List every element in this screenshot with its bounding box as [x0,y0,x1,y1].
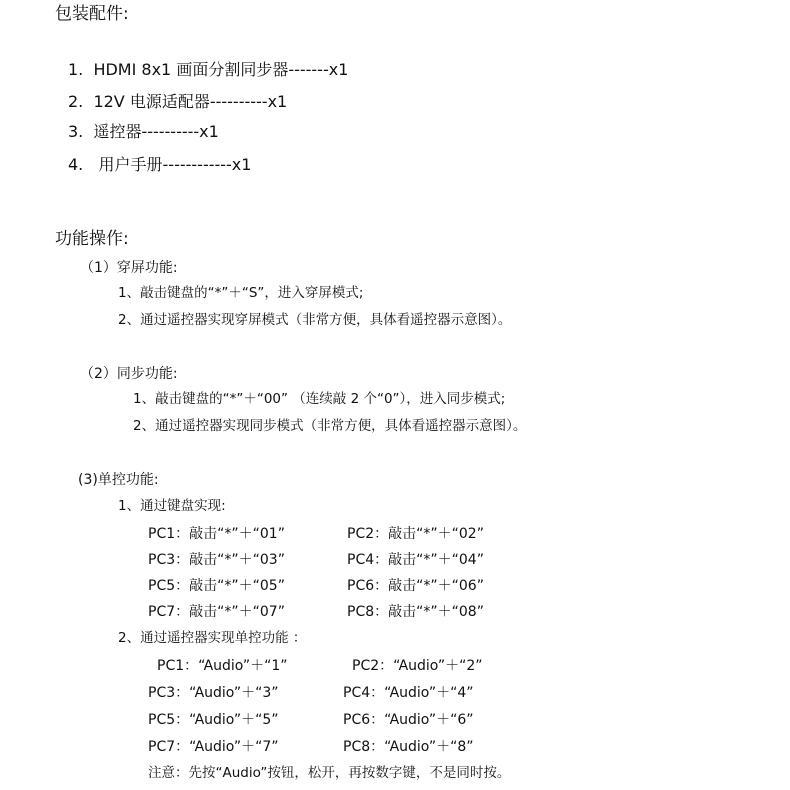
package-item-4: 4. 用户手册------------x1 [68,155,252,174]
remote-pc1: PC1：“Audio”＋“1” [157,658,288,674]
remote-title: 2、通过遥控器实现单控功能 ： [118,630,307,646]
keyboard-pc5: PC5：敲击“*”＋“05” [148,578,285,594]
single-title: (3)单控功能: [78,472,159,488]
remote-note: 注意：先按“Audio”按钮，松开，再按数字键，不是同时按。 [148,765,511,781]
package-item-2: 2. 12V 电源适配器----------x1 [68,92,288,111]
package-heading: 包装配件: [55,4,129,24]
remote-pc4: PC4：“Audio”＋“4” [343,685,474,701]
keyboard-pc2: PC2：敲击“*”＋“02” [347,526,484,542]
keyboard-pc8: PC8：敲击“*”＋“08” [347,604,484,620]
cross-screen-title: （1）穿屏功能: [80,260,178,276]
cross-screen-line-1: 1、敲击键盘的“*”＋“S”，进入穿屏模式; [118,285,364,301]
remote-pc8: PC8：“Audio”＋“8” [343,739,474,755]
keyboard-pc3: PC3：敲击“*”＋“03” [148,552,285,568]
sync-title: （2）同步功能: [80,366,178,382]
package-item-3: 3. 遥控器----------x1 [68,122,219,141]
keyboard-pc1: PC1：敲击“*”＋“01” [148,526,285,542]
cross-screen-line-2: 2、通过遥控器实现穿屏模式（非常方便，具体看遥控器示意图）。 [118,312,512,328]
keyboard-pc4: PC4：敲击“*”＋“04” [347,552,484,568]
package-item-1: 1. HDMI 8x1 画面分割同步器-------x1 [68,60,349,79]
ops-heading: 功能操作: [55,229,129,249]
remote-pc2: PC2：“Audio”＋“2” [352,658,483,674]
sync-line-2: 2、通过遥控器实现同步模式（非常方便，具体看遥控器示意图）。 [133,418,527,434]
remote-pc3: PC3：“Audio”＋“3” [148,685,279,701]
remote-pc7: PC7：“Audio”＋“7” [148,739,279,755]
remote-pc5: PC5：“Audio”＋“5” [148,712,279,728]
keyboard-pc7: PC7：敲击“*”＋“07” [148,604,285,620]
sync-line-1: 1、敲击键盘的“*”＋“00” （连续敲 2 个“0”），进入同步模式; [133,391,506,407]
keyboard-title: 1、通过键盘实现: [118,498,226,514]
remote-pc6: PC6：“Audio”＋“6” [343,712,474,728]
keyboard-pc6: PC6：敲击“*”＋“06” [347,578,484,594]
